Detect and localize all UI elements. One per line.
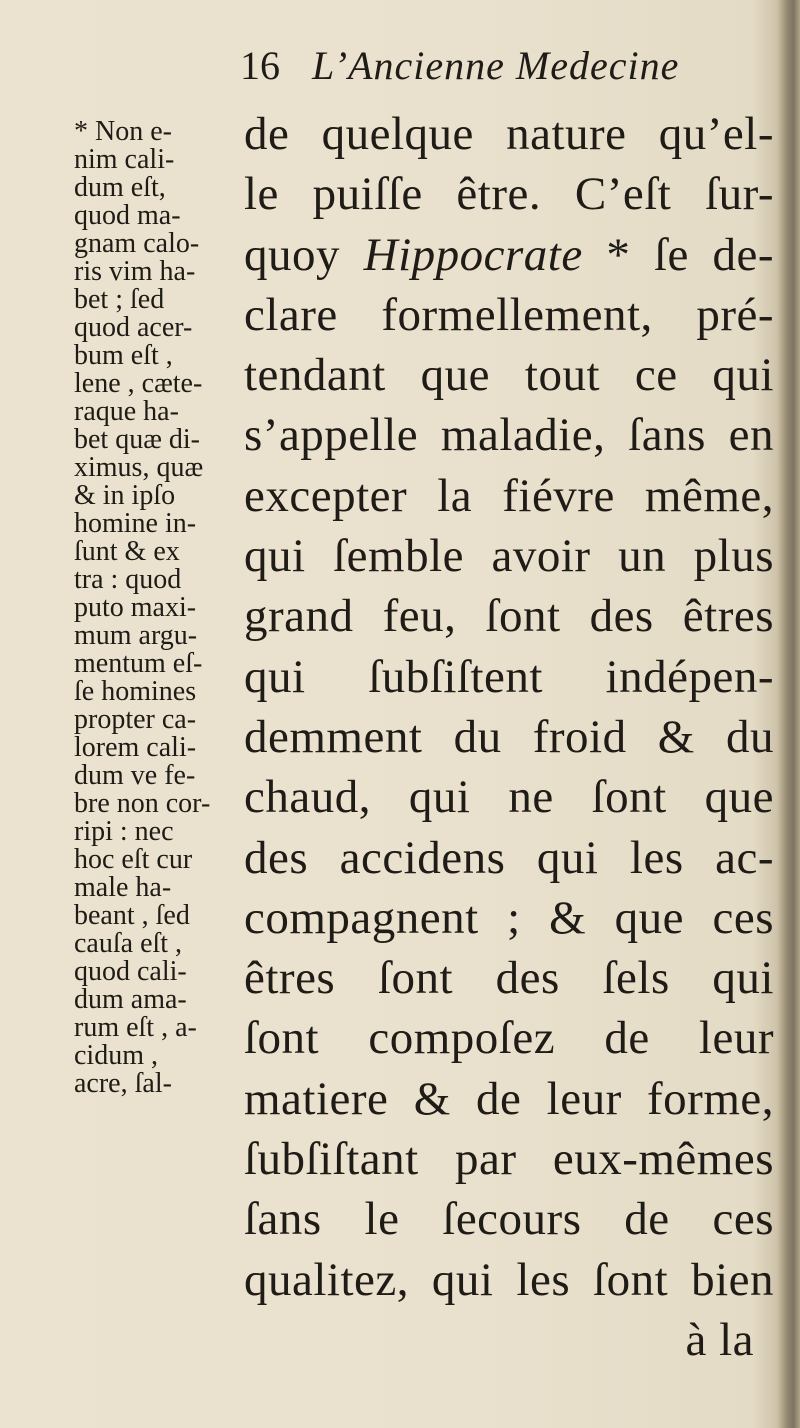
margin-line: nim cali- [74, 144, 175, 175]
page-number: 16 [240, 43, 280, 88]
text-line: de quelque nature qu’el- [244, 108, 774, 160]
margin-line: mentum eſ- [74, 648, 203, 679]
margin-line: raque ha- [74, 396, 179, 427]
margin-line: tra : quod [74, 564, 182, 595]
margin-line: male ha- [74, 872, 172, 903]
text-line: excepter la fiévre même, [244, 469, 774, 522]
margin-line: bet ; ſed [74, 284, 165, 315]
text-line: le puiſſe être. C’eſt ſur- [244, 168, 774, 221]
margin-line: rum eſt , a- [74, 1012, 197, 1043]
margin-line: ripi : nec [74, 816, 174, 847]
margin-line: dum eſt, [74, 172, 166, 203]
text-line: qui ſubſiſtent indépen- [244, 650, 774, 703]
margin-line: ximus, quæ [74, 452, 204, 483]
page-edge-shadow [778, 0, 800, 1428]
running-title: L’Ancienne Medecine [312, 43, 680, 88]
text-line: grand feu, ſont des êtres [244, 590, 774, 643]
margin-line: dum ama- [74, 984, 187, 1015]
margin-line: acre, ſal- [74, 1068, 172, 1099]
body-text [244, 104, 774, 1370]
margin-line: bum eſt , [74, 340, 173, 371]
text-line: ſont compoſez de leur [244, 1012, 774, 1065]
text-line: ſubſiſtant par eux-mêmes [244, 1133, 774, 1186]
margin-line: mum argu- [74, 620, 198, 651]
margin-line: lene , cæte- [74, 368, 203, 399]
margin-line: lorem cali- [74, 732, 197, 763]
margin-line: homine in- [74, 508, 197, 539]
margin-line: puto maxi- [74, 592, 197, 623]
text-line: s’appelle maladie, ſans en [244, 409, 774, 462]
text-line: qualitez, qui les ſont bien [244, 1253, 774, 1306]
text-line: compagnent ; & que ces [244, 891, 774, 944]
margin-line: quod ma- [74, 200, 181, 231]
text-line: ſans le ſecours de ces [244, 1193, 774, 1246]
margin-line: gnam calo- [74, 228, 200, 259]
text-line: demment du froid & du [244, 710, 774, 763]
text-fragment: * ſe de- [582, 228, 774, 281]
text-line: des accidens qui les ac- [244, 831, 774, 884]
text-line: matiere & de leur forme, [244, 1072, 774, 1125]
author-name: Hippocrate [363, 228, 583, 281]
text-line: êtres ſont des ſels qui [244, 952, 774, 1005]
margin-line: quod cali- [74, 956, 187, 987]
text-line: qui ſemble avoir un plus [244, 530, 774, 583]
text-fragment: quoy [244, 228, 364, 281]
margin-line: beant , ſed [74, 900, 190, 931]
text-line: clare formellement, pré- [244, 288, 774, 341]
margin-line: & in ipſo [74, 480, 176, 511]
margin-line: * Non e- [74, 116, 172, 147]
margin-line: quod acer- [74, 312, 193, 343]
margin-line: cauſa eſt , [74, 928, 183, 959]
margin-line: hoc eſt cur [74, 844, 193, 875]
text-line [244, 225, 774, 285]
margin-note [74, 118, 246, 1098]
margin-line: bre non cor- [74, 788, 211, 819]
margin-line: ſe homines [74, 676, 197, 707]
margin-line: bet quæ di- [74, 424, 200, 455]
margin-line: cidum , [74, 1040, 158, 1071]
margin-line: propter ca- [74, 704, 197, 735]
margin-line: ris vim ha- [74, 256, 196, 287]
margin-line: dum ve fe- [74, 760, 196, 791]
running-header [240, 42, 760, 102]
margin-line: ſunt & ex [74, 536, 180, 567]
text-line: chaud, qui ne ſont que [244, 771, 774, 824]
catchword: à la [685, 1313, 754, 1366]
text-line: tendant que tout ce qui [244, 349, 774, 402]
